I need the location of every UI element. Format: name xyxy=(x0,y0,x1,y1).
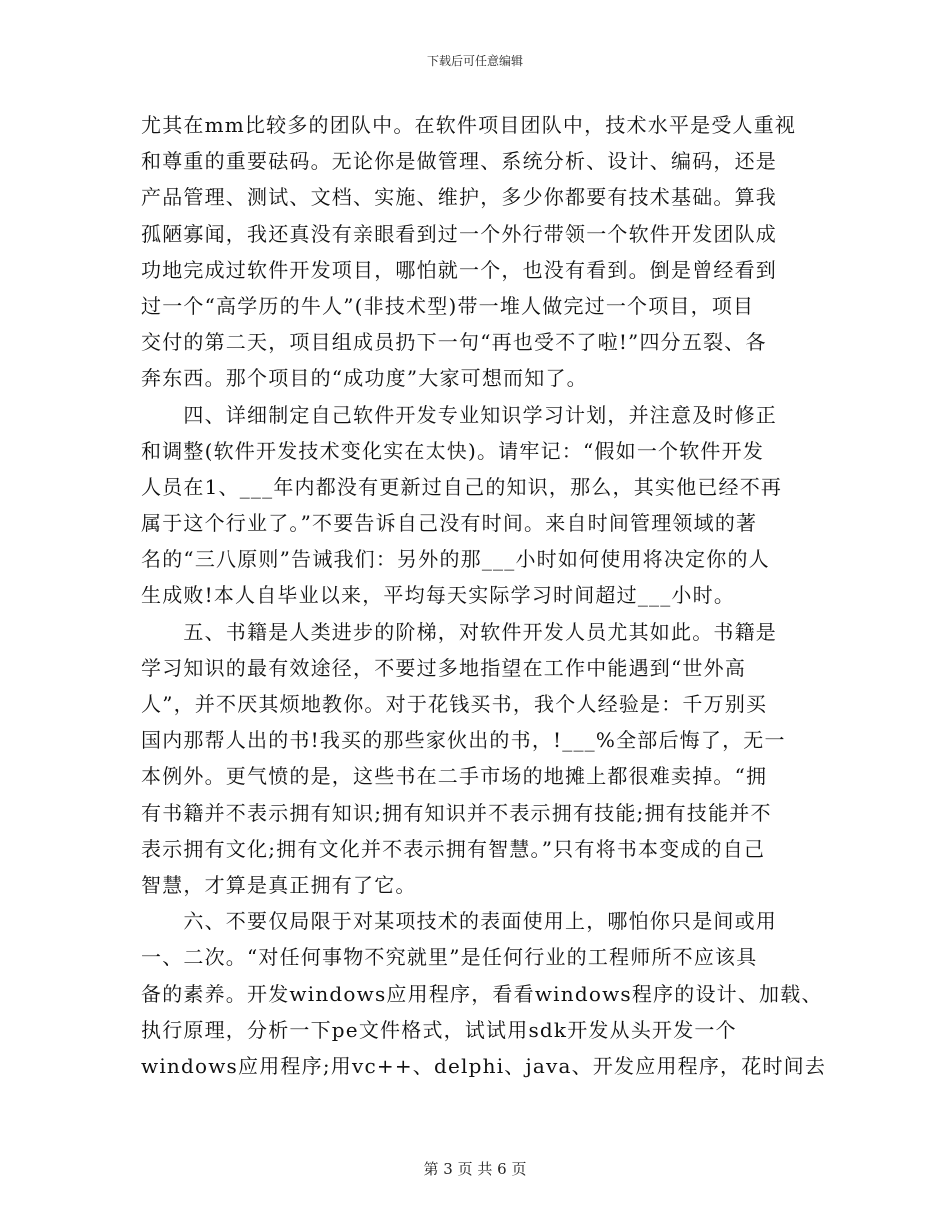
text-line: 五、书籍是人类进步的阶梯，对软件开发人员尤其如此。书籍是 xyxy=(141,619,777,644)
document-body xyxy=(141,107,827,1084)
text-line: 交付的第二天，项目组成员扔下一句“再也受不了啦!”四分五裂、各 xyxy=(141,330,767,355)
text-line: 产品管理、测试、文档、实施、维护，多少你都要有技术基础。算我 xyxy=(141,185,777,210)
text-line: 名的“三八原则”告诫我们：另外的那___小时如何使用将决定你的人 xyxy=(141,547,770,572)
text-line: 和调整(软件开发技术变化实在太快)。请牢记：“假如一个软件开发 xyxy=(141,438,765,463)
text-line: 学习知识的最有效途径，不要过多地指望在工作中能遇到“世外高 xyxy=(141,655,747,680)
text-line: 一、二次。“对任何事物不究就里”是任何行业的工程师所不应该具 xyxy=(141,945,758,970)
text-line: 智慧，才算是真正拥有了它。 xyxy=(141,872,417,897)
text-line: 生成败!本人自毕业以来，平均每天实际学习时间超过___小时。 xyxy=(141,583,736,608)
text-line: 四、详细制定自己软件开发专业知识学习计划，并注意及时修正 xyxy=(141,402,777,427)
page-header: 下载后可任意编辑 xyxy=(426,54,523,68)
text-line: 表示拥有文化;拥有文化并不表示拥有智慧。”只有将书本变成的自己 xyxy=(141,836,766,861)
text-line: 孤陋寡闻，我还真没有亲眼看到过一个外行带领一个软件开发团队成 xyxy=(141,221,777,246)
text-line: 本例外。更气愤的是，这些书在二手市场的地摊上都很难卖掉。“拥 xyxy=(141,764,768,789)
text-line: 人员在1、___年内都没有更新过自己的知识，那么，其实他已经不再 xyxy=(141,474,783,499)
text-line: 备的素养。开发windows应用程序，看看windows程序的设计、加载、 xyxy=(141,981,823,1006)
text-line: 国内那帮人出的书!我买的那些家伙出的书，!___%全部后悔了，无一 xyxy=(141,728,786,753)
page-number-footer: 第 3 页 共 6 页 xyxy=(423,1160,527,1178)
text-line: 属于这个行业了。”不要告诉自己没有时间。来自时间管理领域的著 xyxy=(141,511,758,536)
text-line: 奔东西。那个项目的“成功度”大家可想而知了。 xyxy=(141,366,588,391)
text-line: 执行原理，分析一下pe文件格式，试试用sdk开发从头开发一个 xyxy=(141,1017,737,1042)
text-line: 有书籍并不表示拥有知识;拥有知识并不表示拥有技能;拥有技能并不 xyxy=(141,800,772,825)
text-line: 六、不要仅局限于对某项技术的表面使用上，哪怕你只是间或用 xyxy=(141,909,777,934)
text-line: 过一个“高学历的牛人”(非技术型)带一堆人做完过一个项目，项目 xyxy=(141,293,755,318)
text-line: 尤其在mm比较多的团队中。在软件项目团队中，技术水平是受人重视 xyxy=(141,113,797,137)
text-line: 功地完成过软件开发项目，哪怕就一个，也没有看到。倒是曾经看到 xyxy=(141,257,777,282)
text-line: 和尊重的重要砝码。无论你是做管理、系统分析、设计、编码，还是 xyxy=(141,149,777,174)
text-line: windows应用程序;用vc++、delphi、java、开发应用程序，花时间去 xyxy=(141,1053,827,1078)
text-line: 人”，并不厌其烦地教你。对于花钱买书，我个人经验是：千万别买 xyxy=(141,692,768,716)
